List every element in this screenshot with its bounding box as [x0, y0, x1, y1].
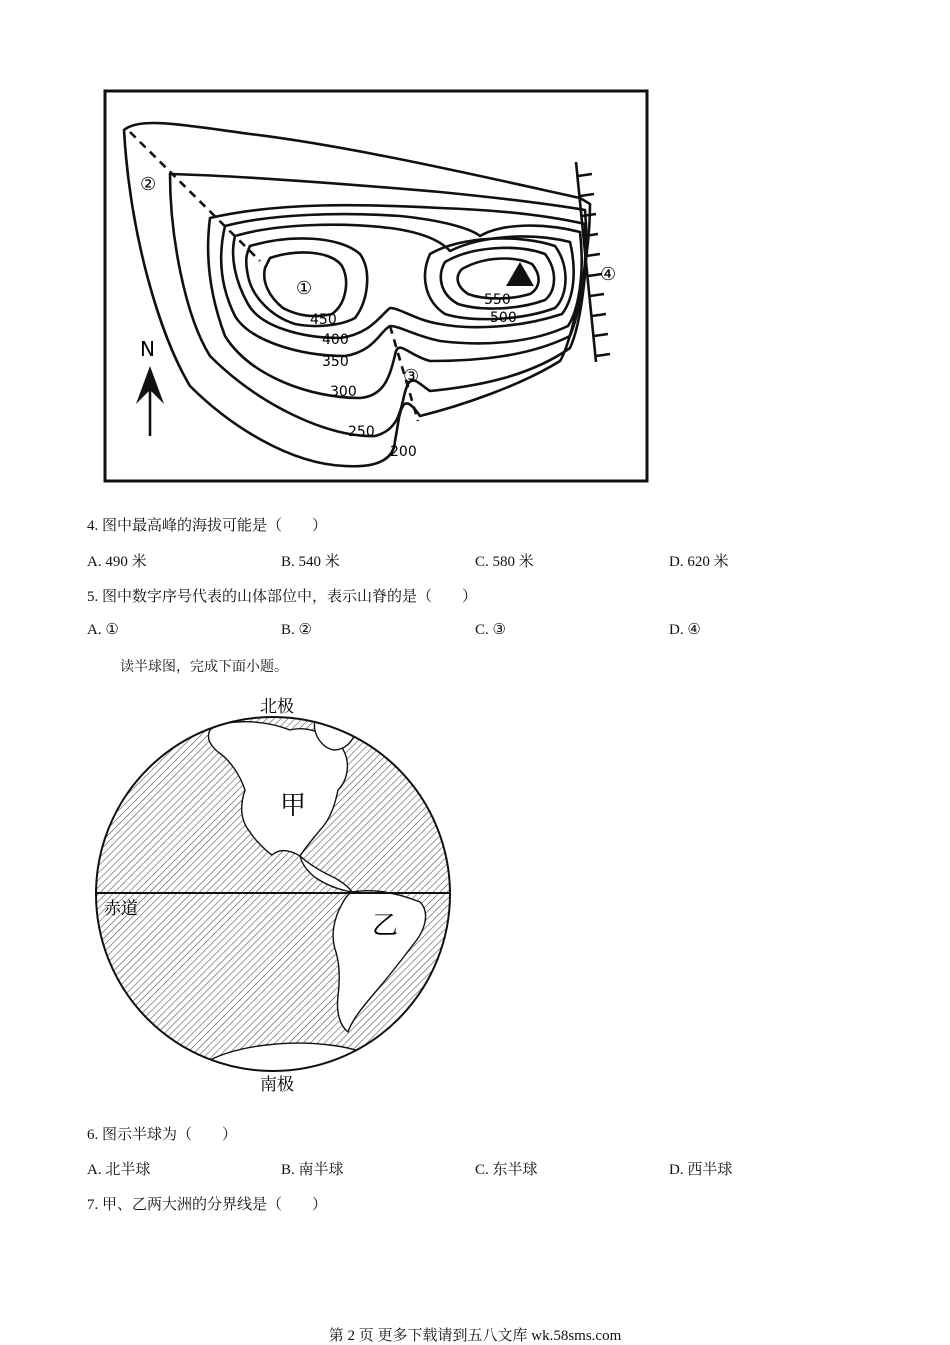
- label-550: 550: [484, 292, 511, 308]
- q5-option-a[interactable]: A. ①: [87, 622, 119, 638]
- q6-option-c[interactable]: C. 东半球: [475, 1162, 538, 1178]
- q6-option-a[interactable]: A. 北半球: [87, 1162, 151, 1178]
- label-400: 400: [322, 332, 349, 348]
- q4-option-a[interactable]: A. 490 米: [87, 554, 147, 570]
- question-5-stem: 5. 图中数字序号代表的山体部位中，表示山脊的是（ ）: [87, 589, 478, 605]
- south-pole-label: 南极: [260, 1075, 294, 1095]
- label-500: 500: [490, 310, 517, 326]
- contour-map: [100, 86, 652, 486]
- label-circle3: ③: [403, 366, 420, 387]
- q5-option-b[interactable]: B. ②: [281, 622, 312, 638]
- equator-label: 赤道: [104, 899, 138, 919]
- continent-yi-label: 乙: [372, 911, 399, 941]
- continent-jia-label: 甲: [280, 791, 307, 821]
- north-label: N: [140, 337, 155, 361]
- q4-option-c[interactable]: C. 580 米: [475, 554, 534, 570]
- label-circle1: ①: [296, 278, 313, 299]
- q5-option-c[interactable]: C. ③: [475, 622, 506, 638]
- q5-option-d[interactable]: D. ④: [669, 622, 701, 638]
- north-pole-label: 北极: [260, 697, 294, 717]
- q4-option-d[interactable]: D. 620 米: [669, 554, 729, 570]
- label-circle2: ②: [140, 174, 157, 195]
- question-6-stem: 6. 图示半球为（ ）: [87, 1127, 238, 1143]
- label-450: 450: [310, 312, 337, 328]
- page-footer: 第 2 页 更多下载请到五八文库 wk.58sms.com: [328, 1328, 622, 1344]
- label-circle4: ④: [600, 264, 617, 285]
- label-350: 350: [322, 354, 349, 370]
- hemisphere-map: [90, 690, 460, 1100]
- label-300: 300: [330, 384, 357, 400]
- q6-option-b[interactable]: B. 南半球: [281, 1162, 344, 1178]
- label-250: 250: [348, 424, 375, 440]
- q4-option-b[interactable]: B. 540 米: [281, 554, 340, 570]
- intro-text: 读半球图，完成下面小题。: [120, 659, 288, 675]
- label-200: 200: [390, 444, 417, 460]
- q6-option-d[interactable]: D. 西半球: [669, 1162, 733, 1178]
- question-7-stem: 7. 甲、乙两大洲的分界线是（ ）: [87, 1197, 328, 1213]
- question-4-stem: 4. 图中最高峰的海拔可能是（ ）: [87, 518, 328, 534]
